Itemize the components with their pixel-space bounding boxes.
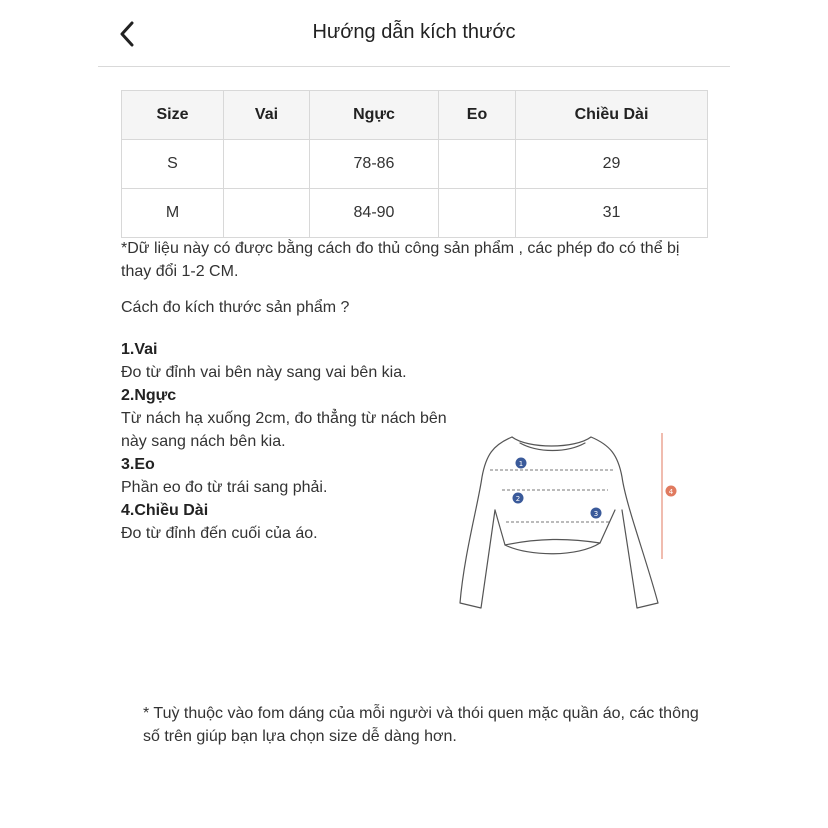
marker-3-label: 3 [593, 510, 599, 518]
sweater-diagram [450, 425, 690, 615]
marker-4 [666, 486, 677, 497]
step-desc: Phần eo đo từ trái sang phải. [121, 479, 328, 496]
table-cell: S [122, 140, 224, 189]
marker-1-label: 1 [518, 460, 524, 468]
table-cell: 84-90 [310, 189, 439, 238]
table-cell [439, 140, 516, 189]
table-cell: M [122, 189, 224, 238]
step-desc: Đo từ đỉnh đến cuối của áo. [121, 525, 318, 542]
table-cell [224, 140, 310, 189]
marker-3 [591, 508, 602, 519]
step-title: 1.Vai [121, 341, 158, 358]
step-desc: Đo từ đỉnh vai bên này sang vai bên kia. [121, 364, 407, 381]
step-title: 2.Ngực [121, 387, 177, 404]
footer-note: * Tuỳ thuộc vào fom dáng của mỗi người và thói quen mặc quần áo, các thông số trên giúp bạn lựa chọn size dễ dàng hơn. [143, 705, 699, 745]
table-row [122, 140, 708, 189]
page-title: Hướng dẫn kích thước [312, 21, 516, 43]
column-header: Ngực [310, 91, 439, 140]
column-header: Size [122, 91, 224, 140]
step-title: 4.Chiều Dài [121, 502, 209, 519]
step-title: 3.Eo [121, 456, 155, 473]
table-row [122, 189, 708, 238]
column-header: Chiều Dài [516, 91, 708, 140]
marker-4-label: 4 [668, 488, 674, 496]
table-cell: 29 [516, 140, 708, 189]
table-cell [439, 189, 516, 238]
marker-1 [516, 458, 527, 469]
table-header-row [122, 91, 708, 140]
table-cell: 78-86 [310, 140, 439, 189]
size-table [121, 90, 708, 238]
howto-heading: Cách đo kích thước sản phẩm ? [121, 299, 350, 316]
step-desc: Từ nách hạ xuống 2cm, đo thẳng từ nách bên này sang nách bên kia. [121, 410, 447, 450]
column-header: Vai [224, 91, 310, 140]
measure-steps [121, 338, 451, 545]
header [98, 0, 730, 67]
marker-2-label: 2 [515, 495, 521, 503]
table-cell [224, 189, 310, 238]
column-header: Eo [439, 91, 516, 140]
measurement-note: *Dữ liệu này có được bằng cách đo thủ công sản phẩm , các phép đo có thể bị thay đổi 1-2 CM. [121, 240, 680, 280]
table-cell: 31 [516, 189, 708, 238]
marker-2 [513, 493, 524, 504]
